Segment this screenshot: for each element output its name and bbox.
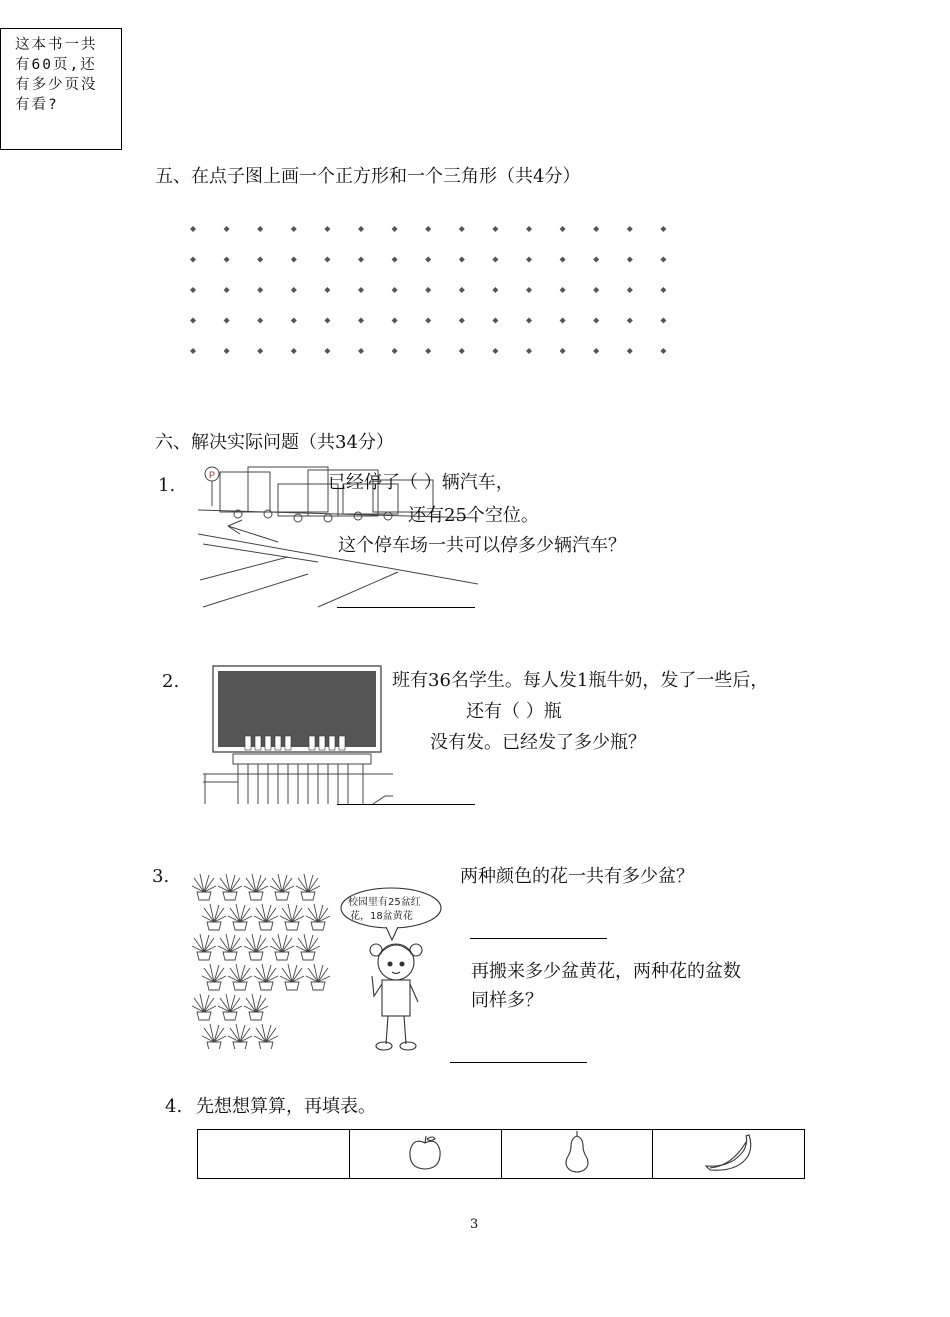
grid-dot[interactable] [425,348,431,354]
flower-pot [202,904,226,930]
grid-dot[interactable] [660,318,666,324]
flower-pot [228,1024,252,1049]
grid-dot[interactable] [526,257,532,263]
q3-answer-line-1[interactable] [470,938,607,939]
flower-pot [218,994,242,1020]
grid-dot[interactable] [257,348,263,354]
section5-title: 五、在点子图上画一个正方形和一个三角形（共4分） [155,166,581,187]
girl-speech-illustration [336,884,446,1054]
grid-dot[interactable] [627,348,633,354]
section6-title: 六、解决实际问题（共34分） [155,432,394,453]
grid-dot[interactable] [459,226,465,232]
grid-dot[interactable] [291,348,297,354]
pear-icon [562,1130,592,1174]
grid-dot[interactable] [224,257,230,263]
grid-dot[interactable] [291,318,297,324]
grid-dot[interactable] [660,348,666,354]
grid-dot[interactable] [459,348,465,354]
grid-dot[interactable] [358,287,364,293]
grid-dot[interactable] [358,348,364,354]
grid-dot[interactable] [459,318,465,324]
fruit-table [197,1129,805,1179]
banana-icon [702,1132,756,1172]
corner-box-line-2: 有60页,还 [15,57,97,73]
grid-dot[interactable] [526,226,532,232]
grid-dot[interactable] [392,318,398,324]
grid-dot[interactable] [560,318,566,324]
corner-box-line-3: 有多少页没 [15,77,98,93]
flower-pot [280,904,304,930]
grid-dot[interactable] [257,226,263,232]
grid-dot[interactable] [324,287,330,293]
q2-number: 2. [162,671,180,692]
q2-line3: 没有发。已经发了多少瓶？ [430,732,646,753]
grid-dot[interactable] [224,287,230,293]
table-cell-label[interactable] [198,1130,350,1179]
q3-question2-line2: 同样多？ [471,990,543,1011]
grid-dot[interactable] [593,348,599,354]
q3-question1: 两种颜色的花一共有多少盆？ [460,866,694,887]
grid-dot[interactable] [291,287,297,293]
grid-dot[interactable] [358,318,364,324]
q1-line2: 还有25个空位。 [408,505,539,526]
grid-dot[interactable] [526,318,532,324]
flower-pot [228,964,252,990]
speech-line-2: 花，18盆黄花 [350,911,413,922]
q2-answer-line[interactable] [337,804,475,805]
flower-pot [228,904,252,930]
grid-dot[interactable] [526,287,532,293]
grid-dot[interactable] [492,318,498,324]
grid-dot[interactable] [324,257,330,263]
grid-dot[interactable] [560,257,566,263]
grid-dot[interactable] [291,226,297,232]
apple-icon [405,1133,445,1171]
grid-dot[interactable] [593,287,599,293]
grid-dot[interactable] [627,257,633,263]
grid-dot[interactable] [392,348,398,354]
flower-pot [244,934,268,960]
table-cell-pear[interactable] [501,1130,653,1179]
flower-pot [202,964,226,990]
grid-dot[interactable] [492,348,498,354]
grid-dot[interactable] [660,257,666,263]
grid-dot[interactable] [190,257,196,263]
grid-dot[interactable] [257,287,263,293]
flower-pots-illustration [186,864,336,1049]
table-cell-banana[interactable] [653,1130,805,1179]
grid-dot[interactable] [459,257,465,263]
flower-pot [192,934,216,960]
grid-dot[interactable] [392,287,398,293]
grid-dot[interactable] [324,318,330,324]
q1-line3: 这个停车场一共可以停多少辆汽车？ [338,535,626,556]
grid-dot[interactable] [459,287,465,293]
flower-pot [192,994,216,1020]
grid-dot[interactable] [224,348,230,354]
grid-dot[interactable] [425,287,431,293]
grid-dot[interactable] [492,257,498,263]
q1-number: 1. [158,475,176,496]
q1-answer-line[interactable] [337,607,475,608]
q3-number: 3. [152,866,170,887]
q4-number: 4. [165,1096,183,1117]
grid-dot[interactable] [190,287,196,293]
flower-pot [306,964,330,990]
dot-grid[interactable] [180,218,680,363]
q2-line2: 还有（ ）瓶 [466,701,562,722]
grid-dot[interactable] [627,318,633,324]
flower-pot [244,994,268,1020]
grid-dot[interactable] [358,257,364,263]
grid-dot[interactable] [257,318,263,324]
grid-dot[interactable] [324,226,330,232]
flower-pot [296,874,320,900]
flower-pot [270,934,294,960]
speech-line-1: 校园里有25盆红 [348,897,421,908]
grid-dot[interactable] [190,226,196,232]
grid-dot[interactable] [593,226,599,232]
grid-dot[interactable] [593,318,599,324]
grid-dot[interactable] [224,318,230,324]
flower-pot [244,874,268,900]
table-cell-apple[interactable] [349,1130,501,1179]
flower-pot [280,964,304,990]
grid-dot[interactable] [190,318,196,324]
grid-dot[interactable] [660,226,666,232]
grid-dot[interactable] [392,226,398,232]
grid-dot[interactable] [324,348,330,354]
parking-sign-label: P [209,470,216,480]
grid-dot[interactable] [190,348,196,354]
grid-dot[interactable] [560,287,566,293]
grid-dot[interactable] [593,257,599,263]
flower-pot [254,1024,278,1049]
grid-dot[interactable] [492,287,498,293]
grid-dot[interactable] [358,226,364,232]
flower-pot [192,874,216,900]
flower-pot [296,934,320,960]
flower-pot [270,874,294,900]
grid-dot[interactable] [660,287,666,293]
q1-line1: 已经停了（ ）辆汽车， [328,472,514,493]
grid-dot[interactable] [492,226,498,232]
q4-text: 先想想算算，再填表。 [196,1096,376,1117]
table-row [198,1130,805,1179]
grid-dot[interactable] [560,348,566,354]
corner-box-line-4: 有看? [15,97,59,113]
q3-answer-line-2[interactable] [450,1062,587,1063]
q2-line1: 班有36名学生。每人发1瓶牛奶，发了一些后， [392,670,769,691]
flower-pot [254,964,278,990]
corner-box-line-1: 这本书一共 [15,37,98,53]
grid-dot[interactable] [291,257,297,263]
grid-dot[interactable] [425,318,431,324]
grid-dot[interactable] [257,257,263,263]
grid-dot[interactable] [627,226,633,232]
flower-pot [306,904,330,930]
q3-question2-line1: 再搬来多少盆黄花，两种花的盆数 [471,961,741,982]
grid-dot[interactable] [224,226,230,232]
flower-pot [254,904,278,930]
grid-dot[interactable] [627,287,633,293]
flower-pot [218,934,242,960]
flower-pot [202,1024,226,1049]
flower-pot [218,874,242,900]
grid-dot[interactable] [425,257,431,263]
grid-dot[interactable] [560,226,566,232]
grid-dot[interactable] [425,226,431,232]
page-number: 3 [470,1217,479,1232]
corner-question-box [0,28,122,150]
grid-dot[interactable] [526,348,532,354]
grid-dot[interactable] [392,257,398,263]
classroom-milk-illustration [203,664,393,809]
